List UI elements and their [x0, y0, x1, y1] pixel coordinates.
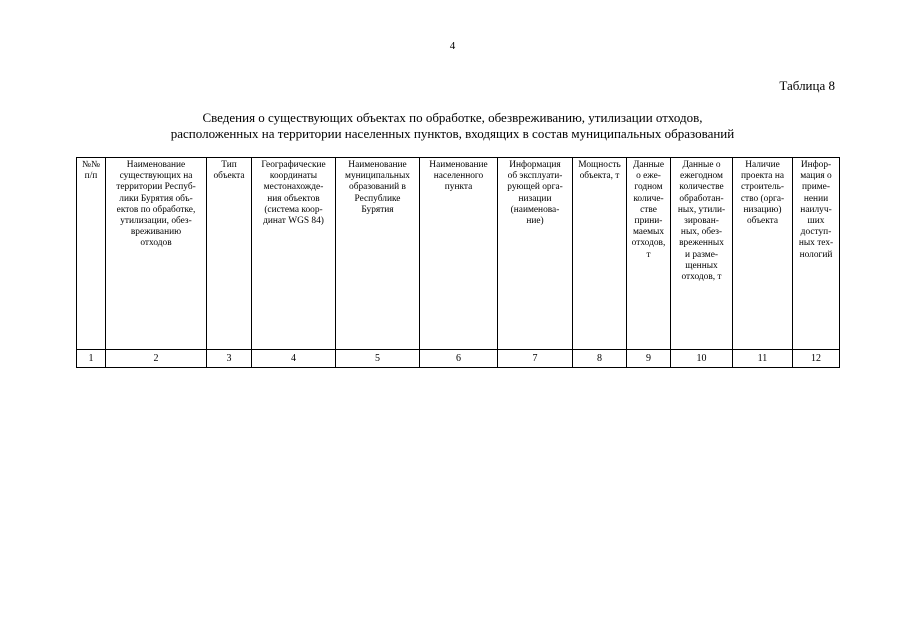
data-table [76, 157, 840, 368]
header-cell: Информация об эксплуати- рующей орга- низации (наименова- ние) [498, 158, 573, 350]
header-cell: Мощность объекта, т [573, 158, 627, 350]
header-cell: Наименование муниципальных образований в Республике Бурятия [336, 158, 420, 350]
table-title-line-1: Сведения о существующих объектах по обработке, обезвреживанию, утилизации отходов, [202, 110, 703, 125]
header-cell: №№ п/п [77, 158, 106, 350]
page-number: 4 [449, 40, 456, 52]
header-cell: Наличие проекта на строитель- ство (орга- низацию) объекта [733, 158, 793, 350]
column-number-cell: 5 [336, 350, 420, 368]
column-number-cell: 1 [77, 350, 106, 368]
table-title [60, 110, 845, 142]
table-header-row [77, 158, 840, 350]
column-number-cell: 11 [733, 350, 793, 368]
header-cell: Тип объекта [207, 158, 252, 350]
column-number-cell: 12 [793, 350, 840, 368]
header-cell: Наименование существующих на территории Респуб- лики Бурятия объ- ектов по обработке, утилизации, обез- вреживанию отходов [106, 158, 207, 350]
header-cell: Данные о ежегодном количестве обработан- ных, утили- зирован- ных, обез- вреженных и разме- щенных отходов, т [671, 158, 733, 350]
column-number-cell: 7 [498, 350, 573, 368]
header-cell: Данные о еже- годном количе- стве прини- маемых отходов, т [627, 158, 671, 350]
column-number-cell: 4 [252, 350, 336, 368]
table-label: Таблица 8 [779, 78, 835, 93]
column-number-cell: 9 [627, 350, 671, 368]
column-number-cell: 10 [671, 350, 733, 368]
column-number-cell: 2 [106, 350, 207, 368]
column-number-cell: 3 [207, 350, 252, 368]
column-number-cell: 8 [573, 350, 627, 368]
header-cell: Инфор- мация о приме- нении наилуч- ших доступ- ных тех- нологий [793, 158, 840, 350]
column-number-cell: 6 [420, 350, 498, 368]
header-cell: Наименование населенного пункта [420, 158, 498, 350]
column-number-row [77, 350, 840, 368]
table-title-line-2: расположенных на территории населенных пунктов, входящих в состав муниципальных образований [170, 126, 735, 141]
header-cell: Географические координаты местонахожде- ния объектов (система коор- динат WGS 84) [252, 158, 336, 350]
